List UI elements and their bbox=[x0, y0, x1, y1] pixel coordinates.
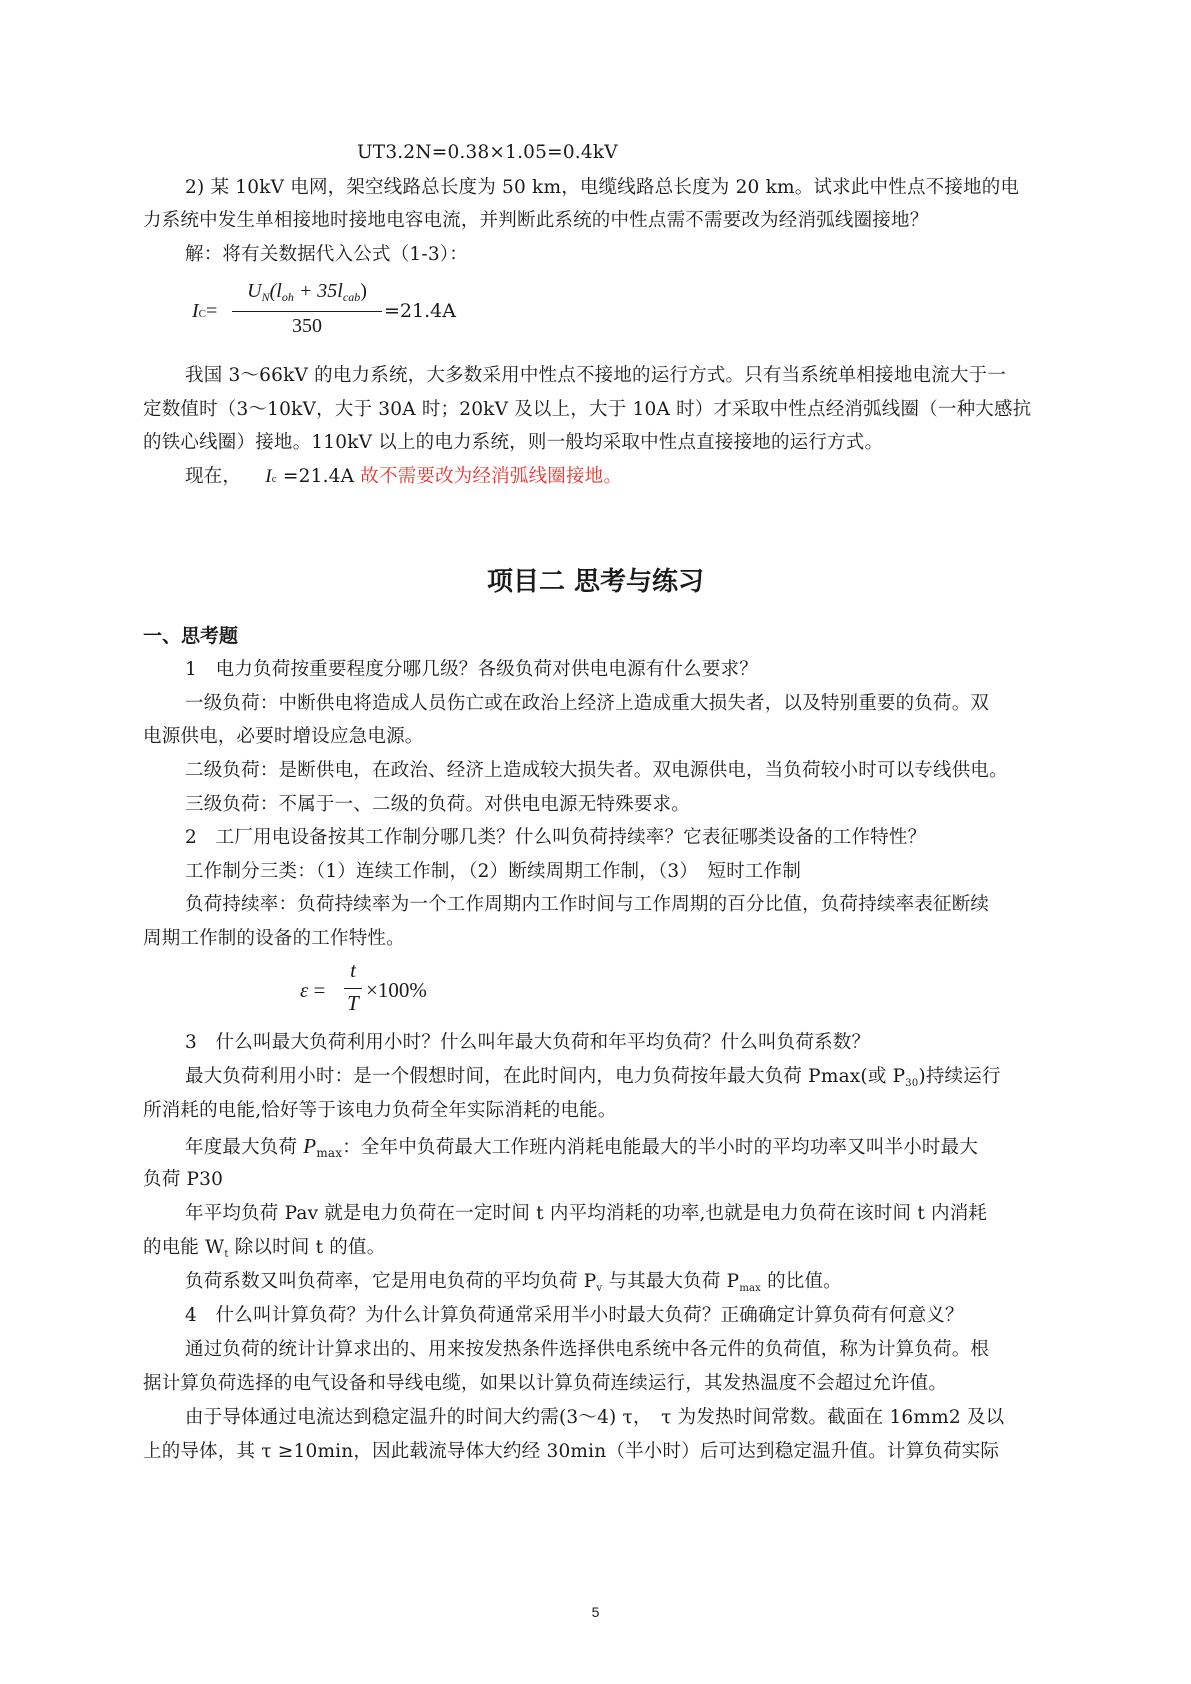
formula-result: =21.4A bbox=[384, 300, 456, 322]
question-1: 1 电力负荷按重要程度分哪几级？各级负荷对供电电源有什么要求？ bbox=[185, 659, 758, 680]
conclusion-highlight: 故不需要改为经消弧线圈接地。 bbox=[360, 466, 623, 487]
formula-lhs: IC= bbox=[192, 300, 218, 322]
paragraph-line: 定数值时（3～10kV，大于 30A 时；20kV 及以上，大于 10A 时）才采取中性点经消弧线圈（一种大感抗 bbox=[143, 399, 1032, 420]
fraction-bar bbox=[344, 988, 362, 989]
formula-denominator: T bbox=[347, 991, 359, 1015]
formula-numerator: t bbox=[350, 958, 356, 982]
solution-intro: 解：将有关数据代入公式（1-3）： bbox=[185, 244, 468, 265]
page-number: 5 bbox=[591, 1604, 600, 1620]
subsection-title: 一、思考题 bbox=[143, 625, 239, 647]
formula-numerator: $U_N(l_{oh} + 35l_{cab})$ bbox=[247, 280, 367, 304]
fraction-bar bbox=[232, 311, 382, 312]
answer-line: 的电能 $W_t$ 除以时间 t 的值。 bbox=[143, 1237, 386, 1260]
current-value: =21.4A bbox=[282, 466, 355, 487]
section-title: 项目二 思考与练习 bbox=[486, 567, 705, 597]
answer-line: 电源供电，必要时增设应急电源。 bbox=[143, 726, 424, 747]
answer-line: 年平均负荷 Pav 就是电力负荷在一定时间 t 内平均消耗的功率,也就是电力负荷在该时间 t 内消耗 bbox=[185, 1203, 988, 1224]
answer-line: 通过负荷的统计计算求出的、用来按发热条件选择供电系统中各元件的负荷值，称为计算负荷。根 bbox=[185, 1339, 990, 1360]
answer-line: 一级负荷：中断供电将造成人员伤亡或在政治上经济上造成重大损失者，以及特别重要的负荷。双 bbox=[185, 693, 990, 714]
conclusion-prefix: 现在， bbox=[185, 466, 242, 487]
question-3: 3 什么叫最大负荷利用小时？什么叫年最大负荷和年平均负荷？什么叫负荷系数？ bbox=[185, 1032, 871, 1053]
answer-line: 负荷持续率：负荷持续率为一个工作周期内工作时间与工作周期的百分比值，负荷持续率表征断续 bbox=[185, 894, 990, 915]
answer-line: 据计算负荷选择的电气设备和导线电缆，如果以计算负荷连续运行，其发热温度不会超过允许值。 bbox=[143, 1373, 948, 1394]
answer-line: 最大负荷利用小时：是一个假想时间，在此时间内，电力负荷按年最大负荷 Pmax(或 $P_{30}$)持续运行 bbox=[185, 1066, 1001, 1089]
question-2-text: 2) 某 10kV 电网，架空线路总长度为 50 km，电缆线路总长度为 20 km。试求此中性点不接地的电 bbox=[185, 177, 1020, 198]
question-2: 2 工厂用电设备按其工作制分哪几类？什么叫负荷持续率？它表征哪类设备的工作特性？ bbox=[185, 827, 927, 848]
voltage-calc-line: UT3.2N=0.38×1.05=0.4kV bbox=[357, 142, 618, 163]
answer-line: 由于导体通过电流达到稳定温升的时间大约需(3～4) τ， τ 为发热时间常数。截面在 16mm2 及以 bbox=[185, 1407, 1005, 1428]
answer-line: 年度最大负荷 $P_{max}$：全年中负荷最大工作班内消耗电能最大的半小时的平均功率又叫半小时最大 bbox=[185, 1134, 979, 1160]
answer-line: 负荷系数又叫负荷率，它是用电负荷的平均负荷 $P_v$ 与其最大负荷 $P_{max}$ 的比值。 bbox=[185, 1271, 842, 1294]
current-symbol: Ic bbox=[265, 466, 277, 487]
duty-cycle-formula: ε = t T ×100% bbox=[300, 958, 427, 1015]
paragraph-line: 的铁心线圈）接地。110kV 以上的电力系统，则一般均采取中性点直接接地的运行方式。 bbox=[143, 432, 884, 453]
answer-line: 负荷 P30 bbox=[143, 1169, 224, 1190]
answer-line: 二级负荷：是断供电，在政治、经济上造成较大损失者。双电源供电，当负荷较小时可以专线供电。 bbox=[185, 760, 1008, 781]
answer-line: 三级负荷：不属于一、二级的负荷。对供电电源无特殊要求。 bbox=[185, 794, 690, 815]
answer-line: 周期工作制的设备的工作特性。 bbox=[143, 928, 405, 949]
conclusion-line bbox=[185, 465, 1115, 491]
answer-line: 上的导体，其 τ ≥10min，因此载流导体大约经 30min（半小时）后可达到稳定温升值。计算负荷实际 bbox=[143, 1441, 1000, 1462]
question-2-text-cont: 力系统中发生单相接地时接地电容电流，并判断此系统的中性点需不需要改为经消弧线圈接地？ bbox=[143, 210, 929, 231]
formula-denominator: 350 bbox=[292, 315, 322, 337]
answer-line: 工作制分三类：（1）连续工作制，（2）断续周期工作制，（3） 短时工作制 bbox=[185, 861, 802, 882]
paragraph-line: 我国 3～66kV 的电力系统，大多数采用中性点不接地的运行方式。只有当系统单相接地电流大于一 bbox=[185, 365, 1007, 386]
capacitive-current-formula bbox=[190, 278, 490, 348]
question-4: 4 什么叫计算负荷？为什么计算负荷通常采用半小时最大负荷？正确确定计算负荷有何意义？ bbox=[185, 1305, 964, 1326]
answer-line: 所消耗的电能,恰好等于该电力负荷全年实际消耗的电能。 bbox=[143, 1100, 617, 1121]
formula-rest: ×100% bbox=[366, 978, 427, 1002]
